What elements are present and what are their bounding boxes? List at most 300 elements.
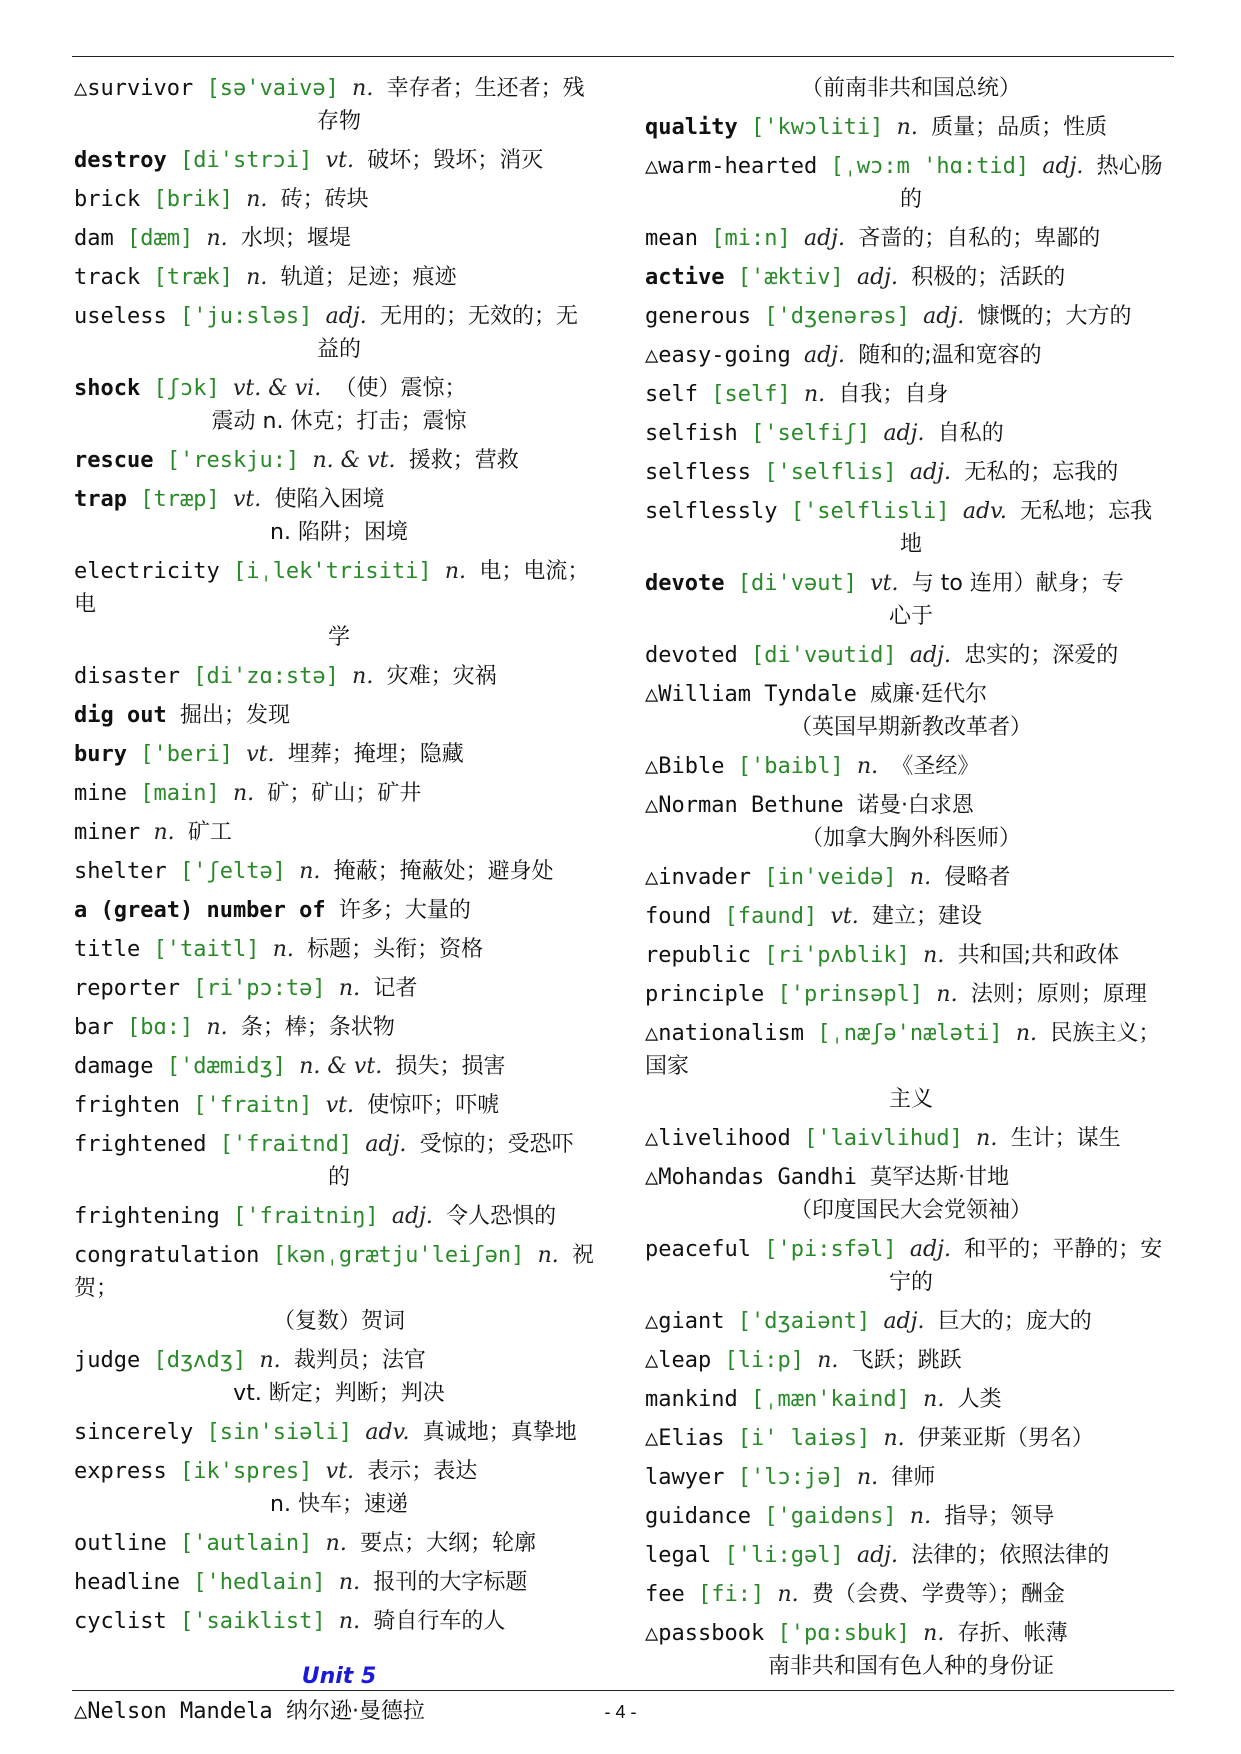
entry-word: fee [645,1582,685,1607]
entry-word: mankind [645,1387,738,1412]
entry-word: dam [74,226,114,251]
entry-meaning: 威廉·廷代尔 [870,682,988,707]
vocab-entry [74,555,604,654]
entry-phonetic: ['prinsəpl] [777,982,924,1007]
entry-pos: n. [206,226,228,251]
entry-meaning: 积极的；活跃的 [911,265,1066,290]
vocab-entry [74,72,604,138]
entry-continuation: vt. 断定；判断；判决 [233,1381,445,1406]
entry-continuation: （印度国民大会党领袖） [789,1198,1032,1223]
entry-word: sincerely [74,1420,194,1445]
entry-meaning: 埋葬；掩埋；隐藏 [287,742,464,767]
entry-phonetic: ['fraitn] [193,1093,313,1118]
entry-continuation: 地 [899,532,922,557]
entry-pos: n. [338,1570,361,1595]
entry-pos: vt. [830,904,859,929]
entry-meaning: 指导；领导 [944,1504,1055,1529]
vocab-entry [645,978,1177,1011]
entry-continuation: 的 [899,187,922,212]
vocab-entry [645,1617,1177,1683]
entry-phonetic: [iˌlek'trisiti] [232,559,432,584]
right-column [645,72,1177,1689]
vocab-entry [74,1416,604,1449]
entry-meaning: 与 to 连用）献身；专 [911,571,1124,596]
entry-phonetic: [fi:] [698,1582,765,1607]
entry-word: guidance [645,1504,751,1529]
entry-meaning: 电；电流；电 [74,559,590,617]
entry-phonetic: [dæm] [127,226,194,251]
entry-meaning: 轨道；足迹；痕迹 [280,265,457,290]
entry-meaning: 《圣经》 [891,754,980,779]
vocab-entry [74,444,604,477]
entry-meaning: 使陷入困境 [274,487,385,512]
entry-phonetic: ['kwɔliti] [750,115,884,140]
vocab-entry [74,738,604,771]
vocab-entry [645,150,1177,216]
entry-phonetic: ['selflisli] [790,499,950,524]
entry-continuation: （英国早期新教改革者） [789,715,1032,740]
entry-meaning: 矿工 [187,820,232,845]
entry-pos: adj. [1042,154,1084,179]
entry-pos: n. [936,982,958,1007]
entry-phonetic: [ˌwɔ:m 'hɑ:tid] [830,154,1030,179]
entry-word: express [74,1459,167,1484]
entry-meaning: 共和国;共和政体 [957,943,1120,968]
vocab-entry [74,1128,604,1194]
vocab-entry [645,1578,1177,1611]
entry-meaning: 忠实的；深爱的 [964,643,1119,668]
entry-word: shelter [74,859,167,884]
entry-continuation: n. 陷阱；困境 [270,520,408,545]
vocab-entry [74,1050,604,1083]
entry-meaning: 法律的；依照法律的 [911,1543,1110,1568]
entry-meaning: 掩蔽；掩蔽处；避身处 [333,859,554,884]
entry-meaning: 飞跃；跳跃 [851,1348,962,1373]
entry-phonetic: [sin'siəli] [206,1420,353,1445]
vocab-entry [74,972,604,1005]
vocab-entry [74,1239,604,1338]
vocab-entry [645,678,1177,744]
vocab-entry [74,894,604,927]
entry-pos: n. & vt. [299,1054,383,1079]
entry-meaning: 裁判员；法官 [293,1348,426,1373]
entry-phonetic: [ˌmæn'kaind] [750,1387,910,1412]
entry-phonetic: [in'veidə] [764,865,897,890]
entry-pos: adv. [962,499,1007,524]
entry-word: cyclist [74,1609,167,1634]
entry-meaning: 无私地；忘我 [1020,499,1153,524]
entry-pos: vt. [232,487,262,512]
entry-word: rescue [74,448,154,473]
entry-word: track [74,265,141,290]
entry-meaning: 随和的;温和宽容的 [858,343,1042,368]
entry-phonetic: ['baibl] [737,754,844,779]
entry-meaning: 生计；谋生 [1010,1126,1121,1151]
entry-word: generous [645,304,751,329]
vocab-entry [645,1161,1177,1227]
entry-pos: n. [246,265,268,290]
entry-word: selfless [645,460,751,485]
entry-phonetic: ['laivlihud] [803,1126,963,1151]
entry-word: △warm-hearted [645,154,818,179]
page-number: - 4 - [604,1702,637,1722]
entry-pos: n. [537,1243,559,1268]
entry-meaning: 骑自行车的人 [373,1609,506,1634]
entry-meaning: 质量；品质；性质 [931,115,1108,140]
entry-word: republic [645,943,751,968]
entry-meaning: 和平的；平静的；安 [964,1237,1163,1262]
entry-word: a (great) number of [74,898,326,923]
entry-meaning: 纳尔逊·曼德拉 [285,1699,425,1724]
vocab-entry [645,861,1177,894]
entry-pos: adj. [856,265,898,290]
vocab-entry [645,1017,1177,1116]
entry-word: △Mohandas Gandhi [645,1165,857,1190]
entry-word: found [645,904,712,929]
entry-meaning: 慷慨的；大方的 [977,304,1132,329]
entry-word: frightening [74,1204,220,1229]
entry-pos: n. [352,664,374,689]
entry-phonetic: [dʒʌdʒ] [153,1348,247,1373]
entry-word: damage [74,1054,154,1079]
entry-phonetic: ['dʒenərəs] [764,304,910,329]
entry-phonetic: ['fraitniŋ] [232,1204,379,1229]
entry-word: active [645,265,725,290]
vocab-entry [74,1455,604,1521]
entry-phonetic: ['ju:sləs] [179,304,313,329]
entry-pos: n. [259,1348,281,1373]
vocab-entry [645,639,1177,672]
entry-phonetic: [ri'pʌblik] [764,943,910,968]
entry-meaning: 吝啬的；自私的；卑鄙的 [858,226,1101,251]
entry-word: mean [645,226,698,251]
entry-word: △Elias [645,1426,725,1451]
entry-meaning: 建立；建设 [871,904,982,929]
entry-meaning: 存折、帐薄 [957,1621,1068,1646]
vocab-entry [74,1200,604,1233]
entry-word: selfish [645,421,738,446]
entry-phonetic: [self] [711,382,791,407]
entry-word: frightened [74,1132,207,1157]
entry-phonetic: [bɑ:] [127,1015,194,1040]
entry-word: title [74,937,141,962]
entry-pos: adv. [365,1420,410,1445]
entry-meaning: 使惊吓；吓唬 [367,1093,500,1118]
entry-pos: adj. [883,1309,925,1334]
vocab-entry [74,222,604,255]
entry-phonetic: ['reskju:] [166,448,300,473]
entry-pos: n. [232,781,255,806]
vocab-entry [74,660,604,693]
entry-meaning: 标题；头衔；资格 [307,937,484,962]
entry-meaning: 伊莱亚斯（男名） [917,1426,1094,1451]
entry-pos: adj. [365,1132,407,1157]
entry-word: outline [74,1531,167,1556]
entry-word: shock [74,376,141,401]
entry-pos: n. [1015,1021,1038,1046]
entry-word: △giant [645,1309,725,1334]
entry-meaning: 真诚地；真挚地 [422,1420,577,1445]
vocab-entry [645,750,1177,783]
vocab-entry [74,300,604,366]
entry-pos: adj. [909,460,951,485]
entry-meaning: 砖；砖块 [280,187,369,212]
entry-pos: adj. [909,1237,951,1262]
entry-pos: n. [856,754,879,779]
entry-phonetic: [ri'pɔ:tə] [193,976,326,1001]
entry-word: devoted [645,643,738,668]
entry-meaning: 要点；大纲；轮廓 [360,1531,537,1556]
entry-continuation: 震动 n. 休克；打击；震惊 [211,409,467,434]
entry-pos: vt. & vi. [232,376,322,401]
entry-pos: adj. [909,643,951,668]
entry-meaning: 民族主义；国家 [645,1021,1161,1079]
entry-meaning: 表示；表达 [367,1459,478,1484]
vocab-entry [74,933,604,966]
entry-pos: n. [299,859,321,884]
entry-pos: n. [272,937,294,962]
entry-word: legal [645,1543,712,1568]
entry-phonetic: [faund] [724,904,818,929]
entry-phonetic: ['ʃeltə] [179,859,286,884]
vocab-entry [74,855,604,888]
entry-meaning: 侵略者 [944,865,1011,890]
entry-pos: vt. [325,1459,354,1484]
vocab-entry [74,183,604,216]
entry-word: electricity [74,559,220,584]
entry-continuation: 南非共和国有色人种的身份证 [767,1654,1054,1679]
entry-meaning: 受惊的；受恐吓 [419,1132,574,1157]
left-column [74,72,604,1734]
entry-pos: n. [856,1465,879,1490]
entry-phonetic: ['æktiv] [737,265,844,290]
vocab-entry [74,261,604,294]
entry-word: trap [74,487,127,512]
entry-phonetic: [ʃɔk] [153,376,220,401]
entry-continuation: n. 快车；速递 [270,1492,408,1517]
vocab-entry [74,483,604,549]
entry-pos: n. [976,1126,998,1151]
vocab-entry [74,144,604,177]
entry-word: useless [74,304,167,329]
vocab-entry [645,1233,1177,1299]
entry-phonetic: [di'vəut] [737,571,857,596]
entry-phonetic: ['selfiʃ] [750,421,871,446]
vocab-entry [645,1122,1177,1155]
entry-phonetic: [træk] [153,265,233,290]
vocab-entry [74,777,604,810]
entry-pos: n. [923,1621,945,1646]
entry-pos: vt. [870,571,899,596]
entry-pos: n. [923,1387,945,1412]
continued-note: （前南非共和国总统） [800,76,1021,101]
entry-pos: n. [352,76,374,101]
entry-phonetic: ['pɑ:sbuk] [777,1621,910,1646]
entry-phonetic: ['li:gəl] [724,1543,844,1568]
header-rule [72,56,1174,57]
vocab-entry [74,1089,604,1122]
entry-pos: n. & vt. [312,448,396,473]
entry-word: △easy-going [645,343,791,368]
entry-pos: n. [909,1504,932,1529]
entry-pos: vt. [246,742,275,767]
entry-phonetic: ['lɔ:jə] [737,1465,844,1490]
entry-phonetic: [træp] [140,487,220,512]
entry-word: △passbook [645,1621,765,1646]
entry-meaning: 掘出；发现 [179,703,290,728]
entry-word: destroy [74,148,167,173]
entry-word: △leap [645,1348,712,1373]
entry-continuation: 益的 [316,337,361,362]
vocab-entry [645,1344,1177,1377]
vocab-entry [645,1383,1177,1416]
entry-pos: n. [803,382,826,407]
entry-phonetic: [i' laiəs] [737,1426,871,1451]
vocab-entry [645,495,1177,561]
entry-pos: n. [883,1426,905,1451]
entry-phonetic: [li:p] [724,1348,804,1373]
entry-meaning: 巨大的；庞大的 [937,1309,1092,1334]
entry-meaning: 诺曼·白求恩 [856,793,974,818]
entry-phonetic: ['dʒaiənt] [737,1309,871,1334]
entry-word: bury [74,742,127,767]
vocab-entry [645,1422,1177,1455]
footer-rule [72,1690,1174,1691]
entry-pos: n. [338,1609,361,1634]
entry-meaning: 祝贺； [74,1243,595,1301]
entry-word: △invader [645,865,751,890]
vocab-entry [645,111,1177,144]
entry-word: △Bible [645,754,725,779]
vocab-entry [74,816,604,849]
vocab-entry [74,372,604,438]
entry-word: dig out [74,703,167,728]
entry-meaning: 人类 [957,1387,1002,1412]
entry-word: quality [645,115,738,140]
entry-word: △Norman Bethune [645,793,844,818]
entry-word: frighten [74,1093,180,1118]
entry-pos: adj. [923,304,965,329]
entry-pos: n. [206,1015,228,1040]
entry-phonetic: [di'vəutid] [750,643,897,668]
entry-word: bar [74,1015,114,1040]
vocab-entry [645,378,1177,411]
entry-meaning: 无私的；忘我的 [964,460,1119,485]
entry-pos: n. [909,865,932,890]
entry-pos: n. [444,559,467,584]
entry-meaning: 条；棒；条状物 [240,1015,395,1040]
entry-pos: n. [325,1531,347,1556]
entry-phonetic: ['autlain] [179,1531,313,1556]
entry-word: lawyer [645,1465,725,1490]
right-entry-list [645,111,1177,1683]
entry-meaning: 许多；大量的 [338,898,471,923]
entry-word: △survivor [74,76,194,101]
entry-continuation: 主义 [888,1087,933,1112]
vocab-entry [74,699,604,732]
entry-word: △Nelson Mandela [74,1699,273,1724]
entry-phonetic: [ik'spres] [179,1459,313,1484]
vocab-entry [645,261,1177,294]
entry-phonetic: ['gaidəns] [764,1504,897,1529]
entry-meaning: 矿；矿山；矿井 [267,781,422,806]
entry-word: disaster [74,664,180,689]
entry-phonetic: ['fraitnd] [219,1132,353,1157]
entry-pos: n. [777,1582,799,1607]
entry-pos: adj. [803,226,845,251]
entry-word: miner [74,820,141,845]
entry-phonetic: ['hedlain] [193,1570,326,1595]
entry-continuation: 存物 [316,109,361,134]
vocab-entry [645,1461,1177,1494]
entry-continuation: （加拿大胸外科医师） [800,826,1021,851]
entry-meaning: 水坝；堰堤 [240,226,351,251]
entry-word: selflessly [645,499,778,524]
entry-phonetic: ['beri] [140,742,233,767]
entry-word: △William Tyndale [645,682,857,707]
entry-continuation: 宁的 [888,1270,933,1295]
entry-phonetic: ['taitl] [153,937,260,962]
entry-meaning: 热心肠 [1096,154,1163,179]
entry-phonetic: [sə'vaivə] [206,76,339,101]
entry-phonetic: ['dæmidʒ] [166,1054,286,1079]
entry-word: peaceful [645,1237,751,1262]
entry-pos: n. [153,820,175,845]
left-entry-list [74,72,604,1638]
entry-word: judge [74,1348,141,1373]
entry-pos: n. [923,943,945,968]
entry-word: devote [645,571,725,596]
entry-meaning: 报刊的大字标题 [373,1570,528,1595]
entry-pos: n. [817,1348,839,1373]
entry-word: principle [645,982,765,1007]
unit-heading: Unit 5 [301,1664,377,1689]
vocab-entry [645,900,1177,933]
entry-pos: n. [338,976,361,1001]
entry-meaning: 自我；自身 [838,382,949,407]
entry-meaning: 灾难；灾祸 [386,664,497,689]
entry-phonetic: [di'zɑ:stə] [193,664,339,689]
entry-meaning: 破坏；毁坏；消灭 [367,148,544,173]
entry-pos: n. [246,187,268,212]
vocab-entry [645,789,1177,855]
entry-meaning: 自私的 [937,421,1004,446]
vocab-entry [645,1539,1177,1572]
entry-pos: vt. [325,148,354,173]
vocab-entry [645,300,1177,333]
entry-phonetic: [ˌnæʃə'næləti] [817,1021,1003,1046]
vocab-entry [74,1566,604,1599]
vocab-entry [74,1605,604,1638]
entry-word: △livelihood [645,1126,791,1151]
vocab-entry [74,1527,604,1560]
entry-pos: vt. [325,1093,354,1118]
entry-pos: adj. [391,1204,433,1229]
entry-word: reporter [74,976,180,1001]
entry-meaning: 记者 [373,976,418,1001]
entry-continuation: 心于 [888,604,933,629]
entry-phonetic: [di'strɔi] [179,148,313,173]
entry-phonetic: ['selflis] [764,460,897,485]
entry-phonetic: [main] [140,781,220,806]
vocab-entry [74,1344,604,1410]
entry-pos: n. [896,115,918,140]
entry-phonetic: [kənˌgrætju'leiʃən] [272,1243,525,1268]
entry-meaning: 损失；损害 [395,1054,506,1079]
entry-meaning: 费（会费、学费等）；酬金 [811,1582,1065,1607]
vocab-entry [645,417,1177,450]
entry-meaning: 幸存者；生还者；残 [386,76,585,101]
